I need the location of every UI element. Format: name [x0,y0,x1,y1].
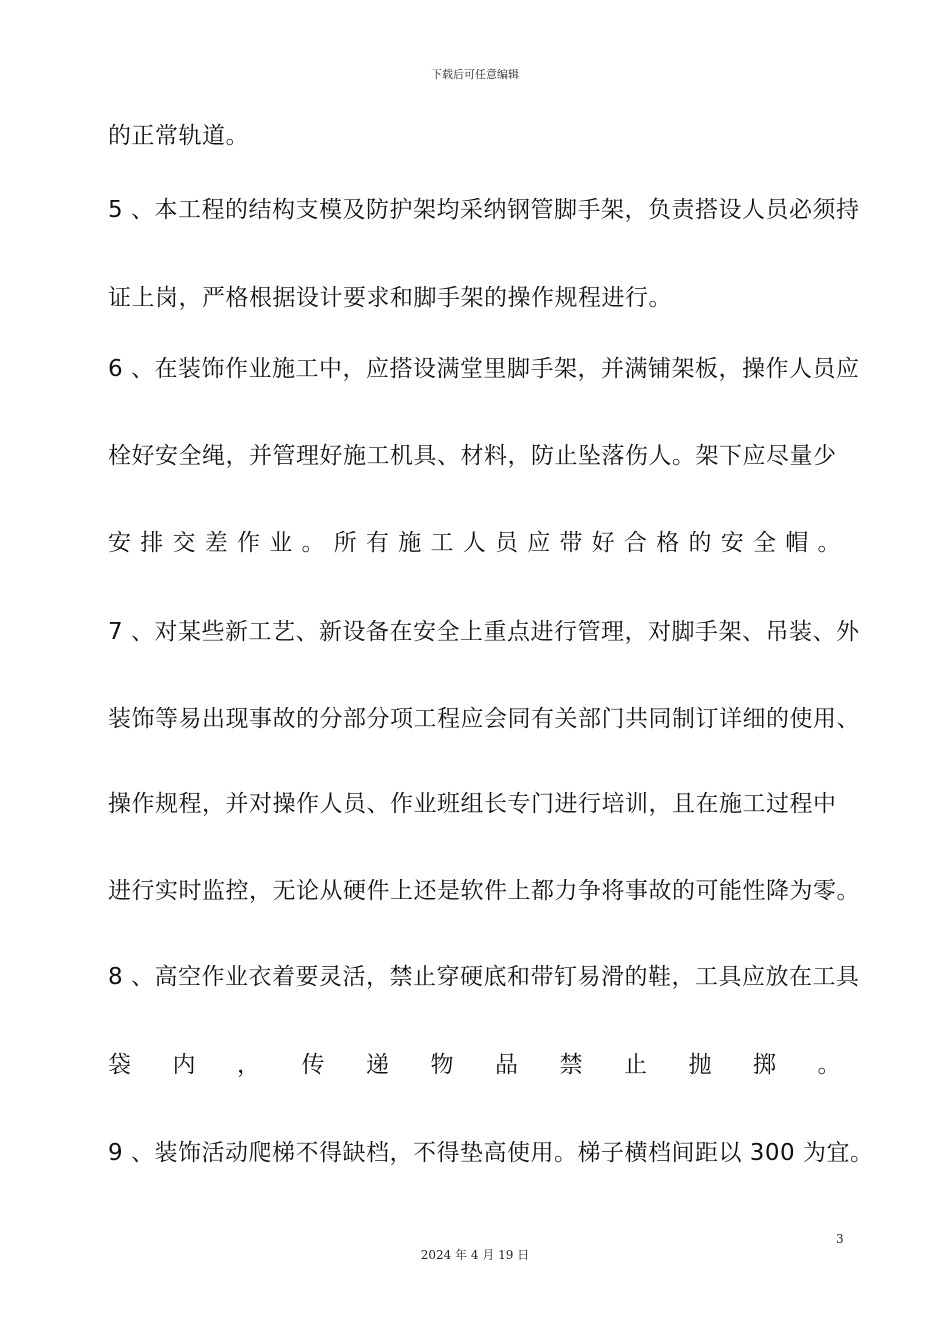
line-6-char: 。 [301,530,325,556]
line-12-char: 抛 [688,1052,712,1078]
footer-date: 2024 年 4 月 19 日 [420,1248,530,1262]
line-6-char: 合 [624,530,648,556]
line-6-char: 差 [204,530,229,556]
line-6-char: 作 [237,530,261,556]
line-6-char: 帽 [785,530,809,556]
line-6-char: 的 [688,530,712,556]
line-6-char: 业 [269,530,293,556]
body-line-8: 装饰等易出现事故的分部分项工程应会同有关部门共同制订详细的使用、 [108,706,860,732]
line-12-char: 止 [624,1052,648,1078]
line-6-char: 工 [430,530,454,556]
body-line-3: 证上岗，严格根据设计要求和脚手架的操作规程进行。 [108,285,672,311]
line-6-char: 安 [720,530,745,556]
line-12-char: 袋 [108,1052,132,1078]
line-6-char: 所 [333,530,358,556]
line-12-char: ， [237,1052,261,1078]
line-6-char: 员 [495,530,519,556]
header-note: 下载后可任意编辑 [431,68,519,81]
body-line-12-justified [108,1050,841,1080]
body-line-1: 的正常轨道。 [108,123,249,149]
line-6-char: 有 [366,530,390,556]
line-12-char: 传 [301,1052,325,1078]
line-6-char: 交 [172,530,196,556]
body-line-13: 9 、装饰活动爬梯不得缺档，不得垫高使用。梯子横档间距以 300 为宜。 [108,1140,874,1166]
line-6-char: 施 [398,530,422,556]
line-6-char: 全 [753,530,777,556]
body-line-2: 5 、本工程的结构支模及防护架均采纳钢管脚手架，负责搭设人员必须持 [108,197,860,223]
line-6-char: 好 [591,530,616,556]
line-12-char: 递 [366,1052,390,1078]
line-12-char: 内 [172,1052,196,1078]
body-line-11: 8 、高空作业衣着要灵活，禁止穿硬底和带钉易滑的鞋，工具应放在工具 [108,964,860,990]
body-line-5: 栓好安全绳，并管理好施工机具、材料，防止坠落伤人。架下应尽量少 [108,443,837,469]
line-12-char: 物 [430,1052,454,1078]
line-6-char: 人 [462,530,487,556]
body-line-9: 操作规程，并对操作人员、作业班组长专门进行培训，且在施工过程中 [108,791,837,817]
body-line-6-justified [108,528,841,558]
body-line-10: 进行实时监控，无论从硬件上还是软件上都力争将事故的可能性降为零。 [108,878,860,904]
line-6-char: 排 [140,530,164,556]
line-6-char: 。 [817,530,841,556]
page-number: 3 [836,1232,844,1246]
line-12-char: 掷 [753,1052,777,1078]
line-12-char: 品 [495,1052,519,1078]
body-line-4: 6 、在装饰作业施工中，应搭设满堂里脚手架，并满铺架板，操作人员应 [108,356,860,382]
line-6-char: 带 [559,530,583,556]
line-12-char: 。 [817,1052,841,1078]
body-line-7: 7 、对某些新工艺、新设备在安全上重点进行管理，对脚手架、吊装、外 [108,619,860,645]
line-6-char: 格 [656,530,680,556]
line-6-char: 应 [527,530,551,556]
line-12-char: 禁 [559,1052,583,1078]
line-6-char: 安 [108,530,132,556]
